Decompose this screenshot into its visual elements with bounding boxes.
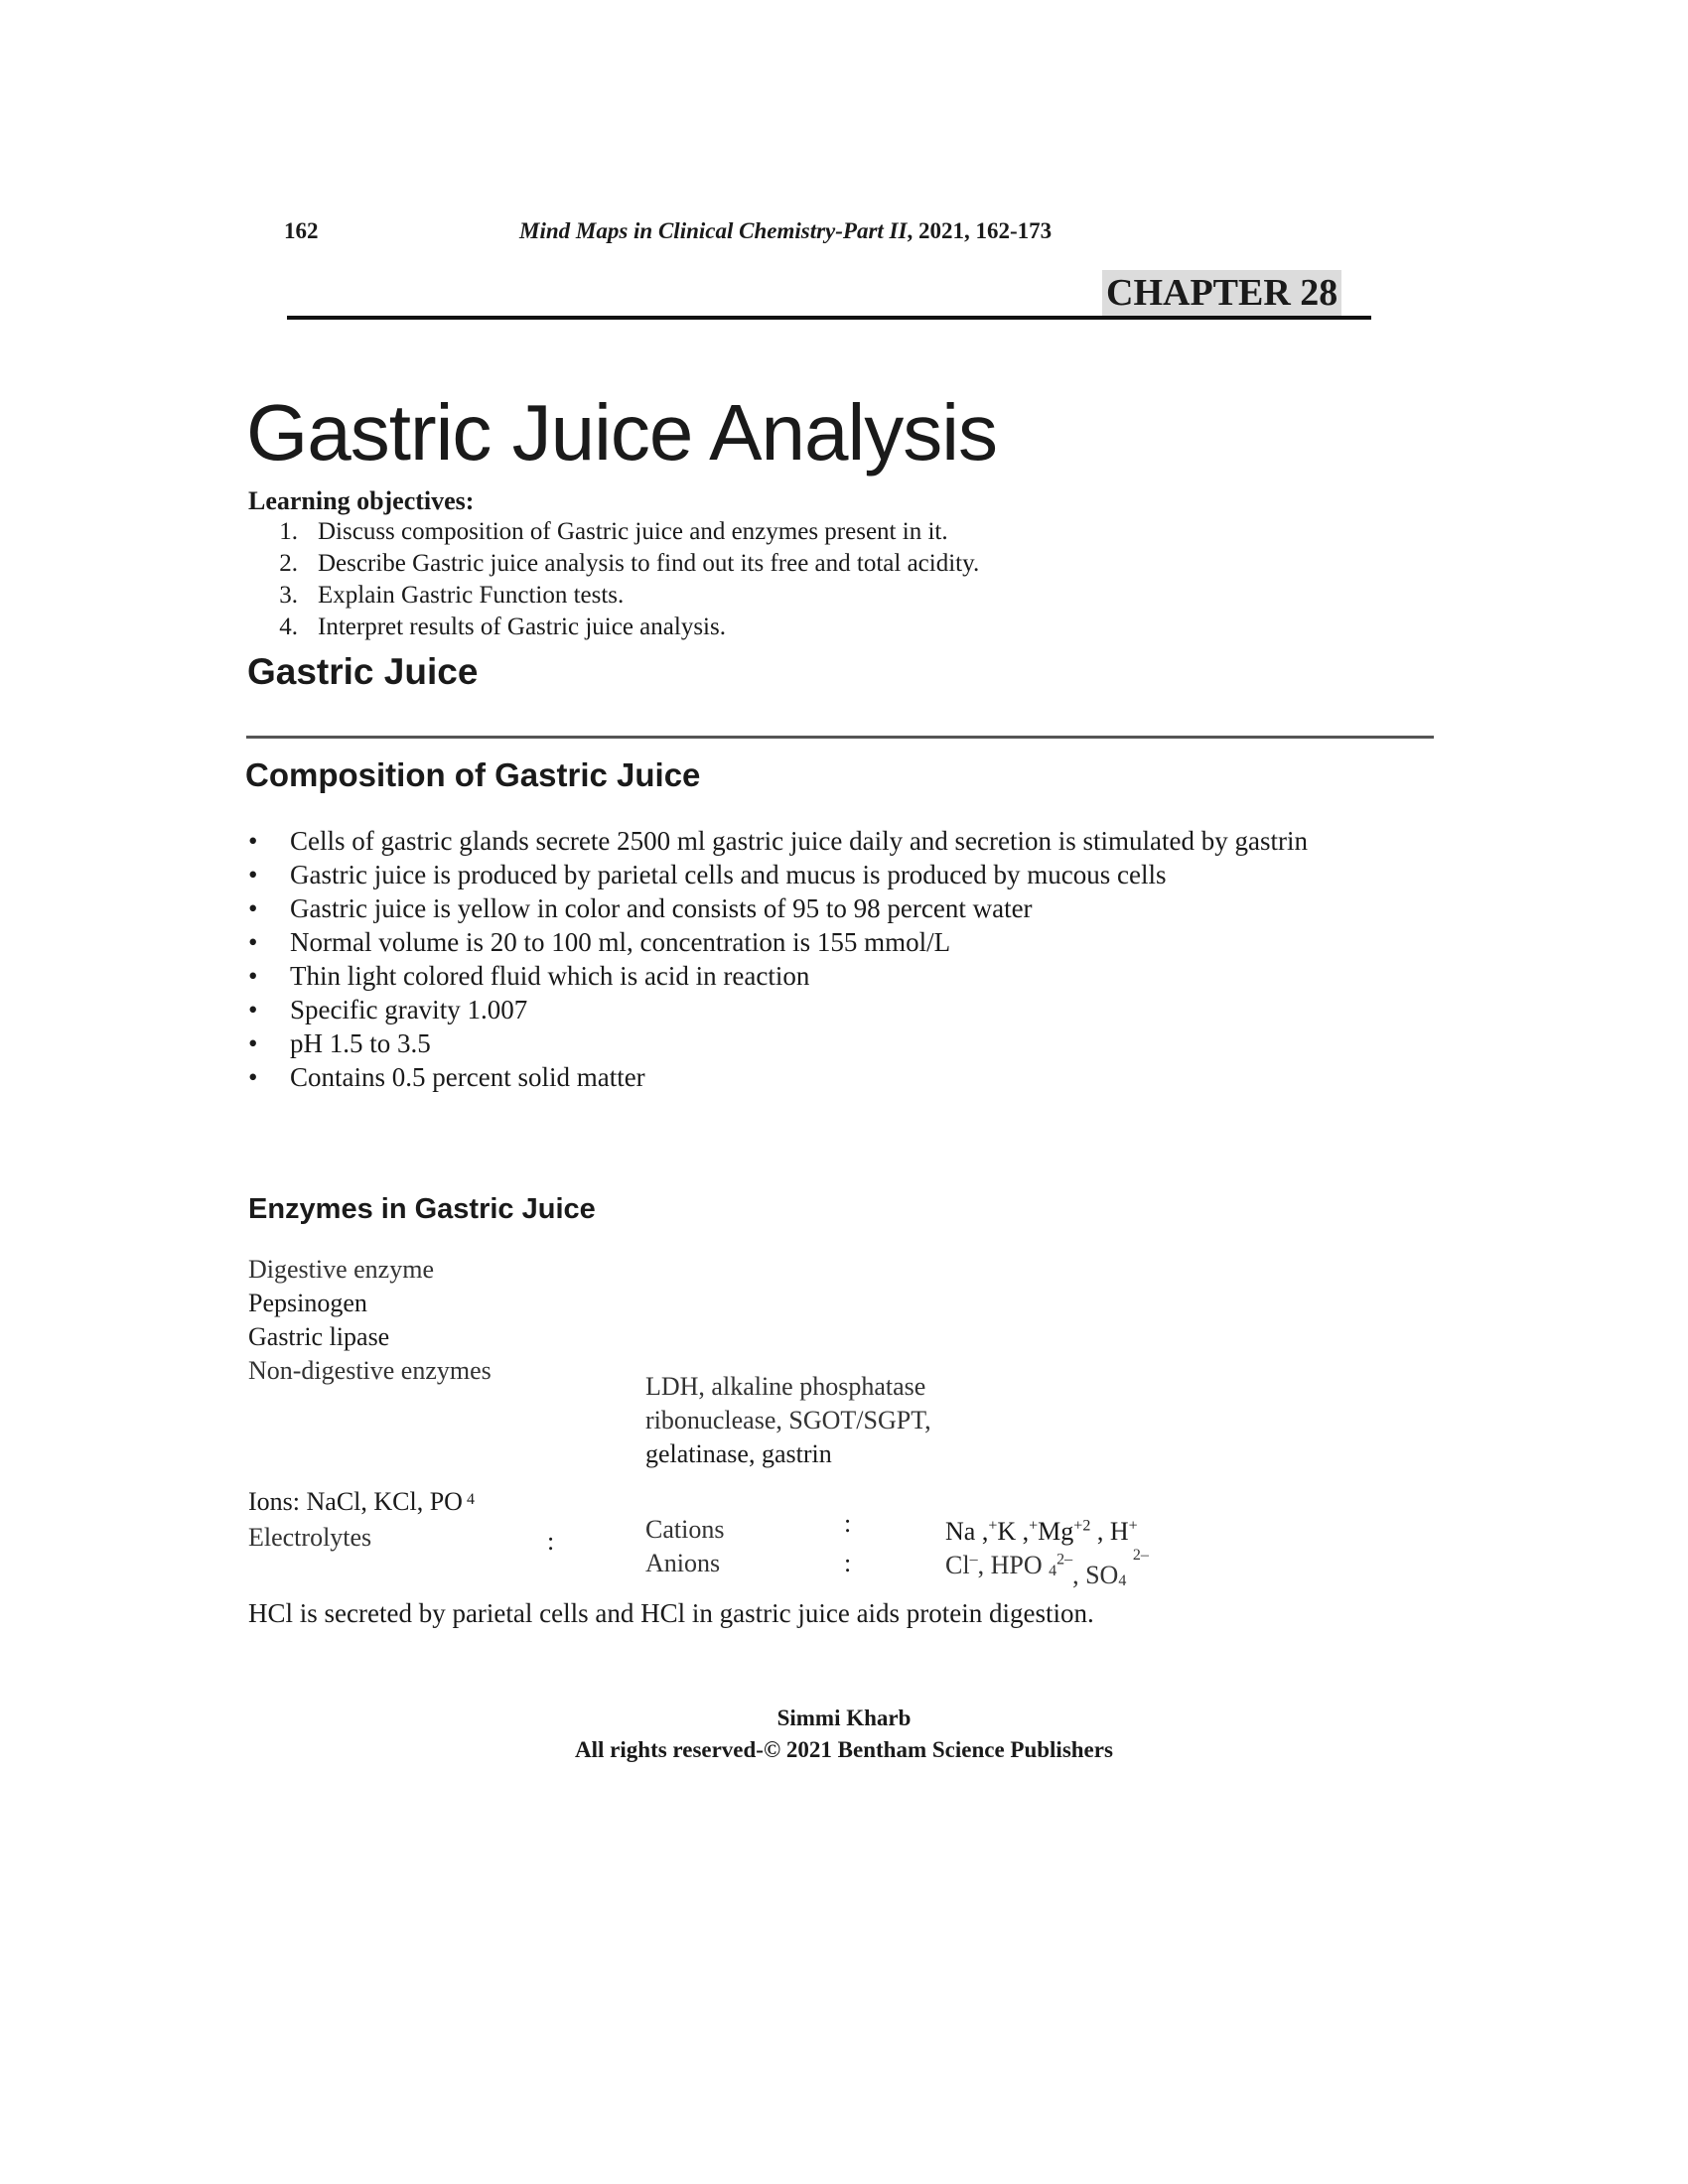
list-item-text: Thin light colored fluid which is acid in reaction [290,961,810,991]
charge-sup: +2 [1073,1517,1091,1535]
anions-colon: : [844,1549,852,1577]
anions-values [945,1547,1149,1590]
list-item-text: pH 1.5 to 3.5 [290,1028,431,1058]
hcl-note: HCl is secreted by parietal cells and HCl in gastric juice aids protein digestion. [248,1598,1094,1628]
header-rule [287,316,1371,320]
chloride-ion: Cl [945,1551,970,1579]
bullet-icon: • [248,860,258,889]
subscript: 4 [1049,1563,1057,1579]
objective-text: Describe Gastric juice analysis to find out its free and total acidity. [318,550,980,577]
separator: , [981,1517,989,1546]
electrolytes-colon: : [547,1527,555,1556]
cations-values [945,1517,1138,1547]
anions-label: Anions [645,1549,721,1577]
pepsinogen-text: Pepsinogen [248,1289,367,1317]
charge-sup: 2– [1056,1551,1073,1569]
bullet-icon: • [248,826,258,856]
learning-objectives-label: Learning objectives: [248,486,475,515]
book-title: Mind Maps in Clinical Chemistry-Part II [519,218,908,243]
hydrogen-ion: H [1109,1517,1129,1546]
ions-subscript: 4 [466,1491,475,1508]
non-digestive-line: LDH, alkaline phosphatase [645,1372,926,1401]
charge-sup: + [988,1517,998,1535]
ions-label: Ions: NaCl, KCl, PO [248,1487,463,1516]
magnesium-ion: Mg [1038,1517,1074,1546]
objective-number: 2. [279,550,298,577]
charge-sup: + [1029,1517,1039,1535]
list-item-text: Gastric juice is yellow in color and consists of 95 to 98 percent water [290,893,1033,923]
non-digestive-line: gelatinase, gastrin [645,1439,832,1468]
objective-text: Interpret results of Gastric juice analysis. [318,614,726,640]
page-number: 162 [284,218,319,243]
bullet-icon: • [248,1028,258,1058]
book-info: , 2021, 162-173 [907,218,1053,243]
section-heading-gastric-juice: Gastric Juice [247,651,479,692]
digestive-enzyme-label: Digestive enzyme [248,1255,434,1284]
list-item-text: Specific gravity 1.007 [290,995,528,1024]
ions-text [248,1487,475,1517]
charge-sup: 2– [1132,1547,1149,1565]
list-item-text: Contains 0.5 percent solid matter [290,1062,645,1092]
sulfate-ion: , SO [1072,1561,1119,1589]
phosphate-ion: , HPO [977,1551,1043,1579]
electrolytes-label: Electrolytes [248,1523,372,1552]
book-citation [519,218,1052,244]
cations-label: Cations [645,1515,725,1544]
objective-number: 4. [279,614,298,640]
list-item-text: Cells of gastric glands secrete 2500 ml gastric juice daily and secretion is stimulated by gastrin [290,826,1308,856]
list-item-text: Gastric juice is produced by parietal cells and mucus is produced by mucous cells [290,860,1167,889]
chapter-label: CHAPTER 28 [1102,270,1341,316]
footer-rights: All rights reserved-© 2021 Bentham Science Publishers [575,1737,1113,1762]
objective-text: Explain Gastric Function tests. [318,582,625,609]
charge-sup: + [1128,1517,1138,1535]
non-digestive-enzymes-label: Non-digestive enzymes [248,1356,492,1385]
objective-number: 1. [279,518,298,545]
enzymes-heading: Enzymes in Gastric Juice [248,1193,596,1225]
bullet-icon: • [248,927,258,957]
non-digestive-line: ribonuclease, SGOT/SGPT, [645,1406,931,1434]
objective-text: Discuss composition of Gastric juice and enzymes present in it. [318,518,948,545]
sodium-ion: Na [945,1517,976,1546]
separator: , [1096,1517,1104,1546]
potassium-ion: K [997,1517,1017,1546]
list-item-text: Normal volume is 20 to 100 ml, concentration is 155 mmol/L [290,927,951,957]
bullet-icon: • [248,893,258,923]
charge-sup: – [969,1551,978,1569]
composition-heading: Composition of Gastric Juice [245,756,701,793]
section-rule [246,736,1434,739]
page-title: Gastric Juice Analysis [246,388,998,477]
subscript: 4 [1118,1572,1127,1590]
bullet-icon: • [248,995,258,1024]
cations-colon: : [844,1509,852,1538]
bullet-icon: • [248,1062,258,1092]
objective-number: 3. [279,582,298,609]
footer-author: Simmi Kharb [776,1706,912,1730]
gastric-lipase-text: Gastric lipase [248,1322,390,1351]
separator: , [1022,1517,1030,1546]
bullet-icon: • [248,961,258,991]
